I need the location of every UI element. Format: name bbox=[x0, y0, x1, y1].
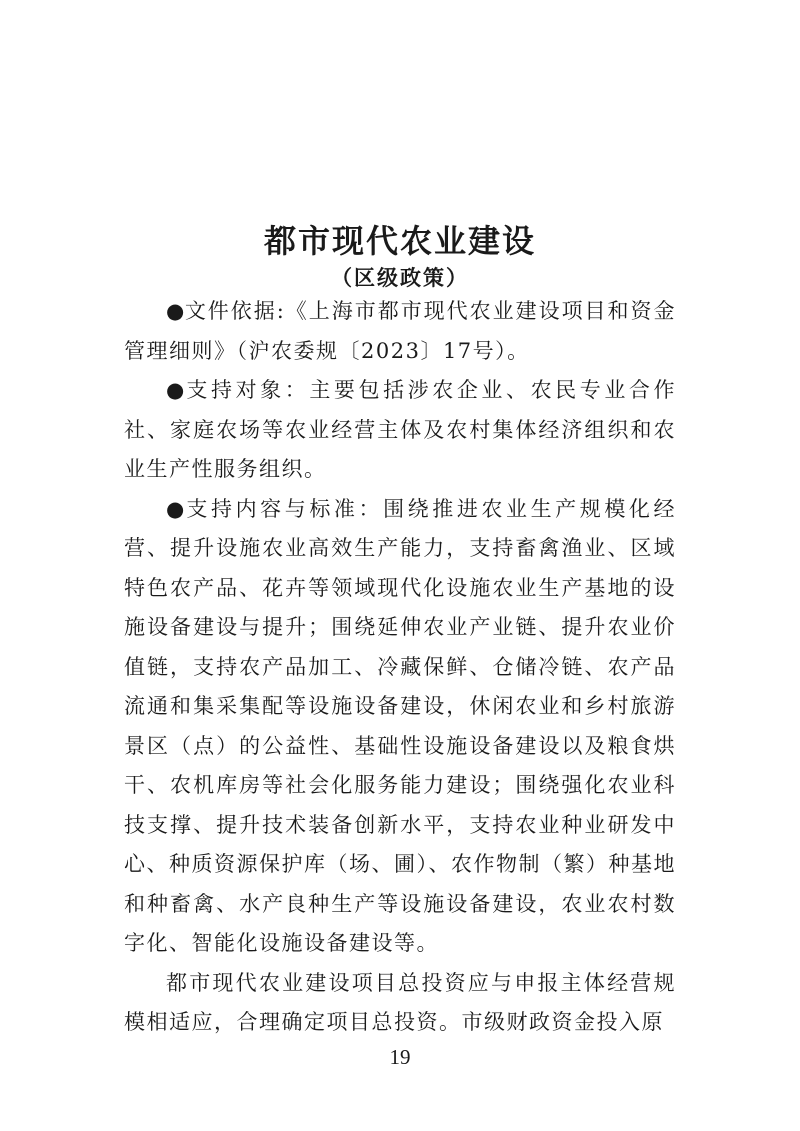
page-number: 19 bbox=[389, 1045, 411, 1069]
bullet-icon: ● bbox=[166, 496, 187, 521]
bullet-icon: ● bbox=[166, 378, 187, 402]
section-content bbox=[124, 490, 676, 964]
section-basis-text: 文件依据:《上海市都市现代农业建设项目和资金管理细则》（沪农委规〔2023〕17号）。 bbox=[124, 299, 676, 363]
closing-paragraph: 都市现代农业建设项目总投资应与申报主体经营规模相适应，合理确定项目总投资。市级财政资金投入原 bbox=[124, 970, 676, 1034]
page-title: 都市现代农业建设 bbox=[263, 222, 536, 260]
section-target-text: 支持对象：主要包括涉农企业、农民专业合作社、家庭农场等农业经营主体及农村集体经济组织和农业生产性服务组织。 bbox=[124, 378, 677, 481]
document-body bbox=[124, 292, 676, 1043]
page-subtitle: （区级政策） bbox=[331, 266, 469, 290]
bullet-icon: ● bbox=[166, 299, 185, 323]
section-content-text: 支持内容与标准：围绕推进农业生产规模化经营、提升设施农业高效生产能力，支持畜禽渔业、区域特色农产品、花卉等领域现代化设施农业生产基地的设施设备建设与提升；围绕延伸农业产业链、提升农业价值链，支持农产品加工、冷藏保鲜、仓储冷链、农产品流通和集采集配等设施设备建设，休闲农业和乡村旅游景区（点）的公益性、基础性设施设备建设以及粮食烘干、农机库房等社会化服务能力建设；围绕强化农业科技支撑、提升技术装备创新水平，支持农业种业研发中心、种质资源保护库（场、圃）、农作物制（繁）种基地和种畜禽、水产良种生产等设施设备建设，农业农村数字化、智能化设施设备建设等。 bbox=[124, 496, 677, 955]
section-basis bbox=[124, 292, 676, 371]
section-target bbox=[124, 371, 676, 490]
